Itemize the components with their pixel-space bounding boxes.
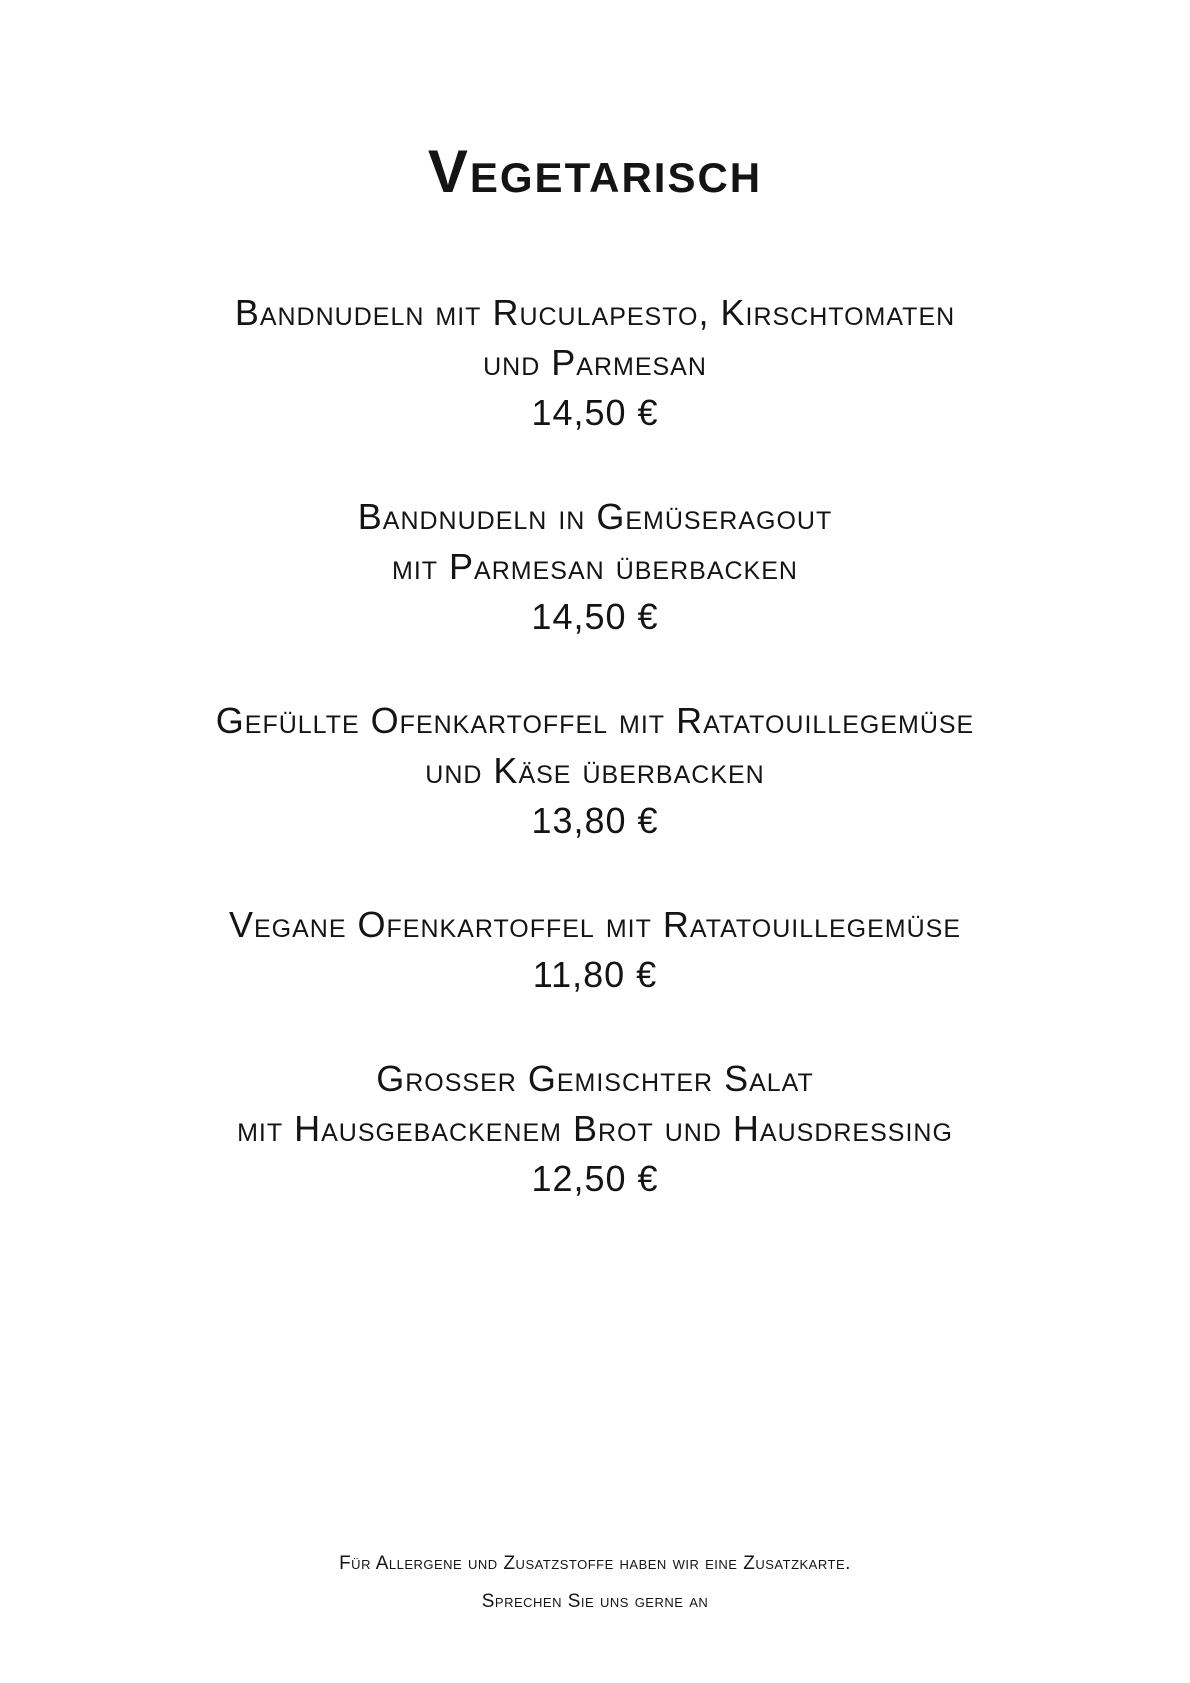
item-price: 13,80 €: [531, 800, 659, 841]
item-name-line: mit Hausgebackenem Brot und Hausdressing: [237, 1108, 953, 1149]
menu-item-list: [60, 288, 1130, 1258]
item-name-line: Bandnudeln mit Ruculapesto, Kirschtomaten: [234, 292, 956, 333]
item-price: 14,50 €: [531, 392, 659, 433]
item-name-line: Grosser Gemischter Salat: [376, 1058, 814, 1099]
item-name-line: Gefüllte Ofenkartoffel mit Ratatouillegemüse: [215, 700, 975, 741]
item-name-line: und Parmesan: [483, 342, 707, 383]
item-name-line: und Käse überbacken: [425, 750, 765, 791]
menu-item-bandnudeln-pesto: [235, 288, 955, 438]
allergen-note: [339, 1545, 851, 1621]
item-price: 11,80 €: [532, 954, 658, 995]
menu-item-bandnudeln-gemueseragout: [358, 492, 832, 642]
item-price: 14,50 €: [531, 596, 659, 637]
item-name-line: Bandnudeln in Gemüseragout: [357, 496, 833, 537]
page-title: Vegetarisch: [427, 138, 763, 205]
menu-item-vegane-ofenkartoffel: [229, 900, 961, 1000]
item-price: 12,50 €: [531, 1158, 659, 1199]
item-name-line: Vegane Ofenkartoffel mit Ratatouillegemüse: [228, 904, 962, 945]
allergen-note-line2: Sprechen Sie uns gerne an: [481, 1591, 709, 1612]
menu-item-gemischter-salat: [237, 1054, 953, 1204]
item-name-line: mit Parmesan überbacken: [392, 546, 798, 587]
allergen-note-line1: Für Allergene und Zusatzstoffe haben wir eine Zusatzkarte.: [339, 1553, 851, 1574]
menu-item-gefuellte-ofenkartoffel: [216, 696, 974, 846]
